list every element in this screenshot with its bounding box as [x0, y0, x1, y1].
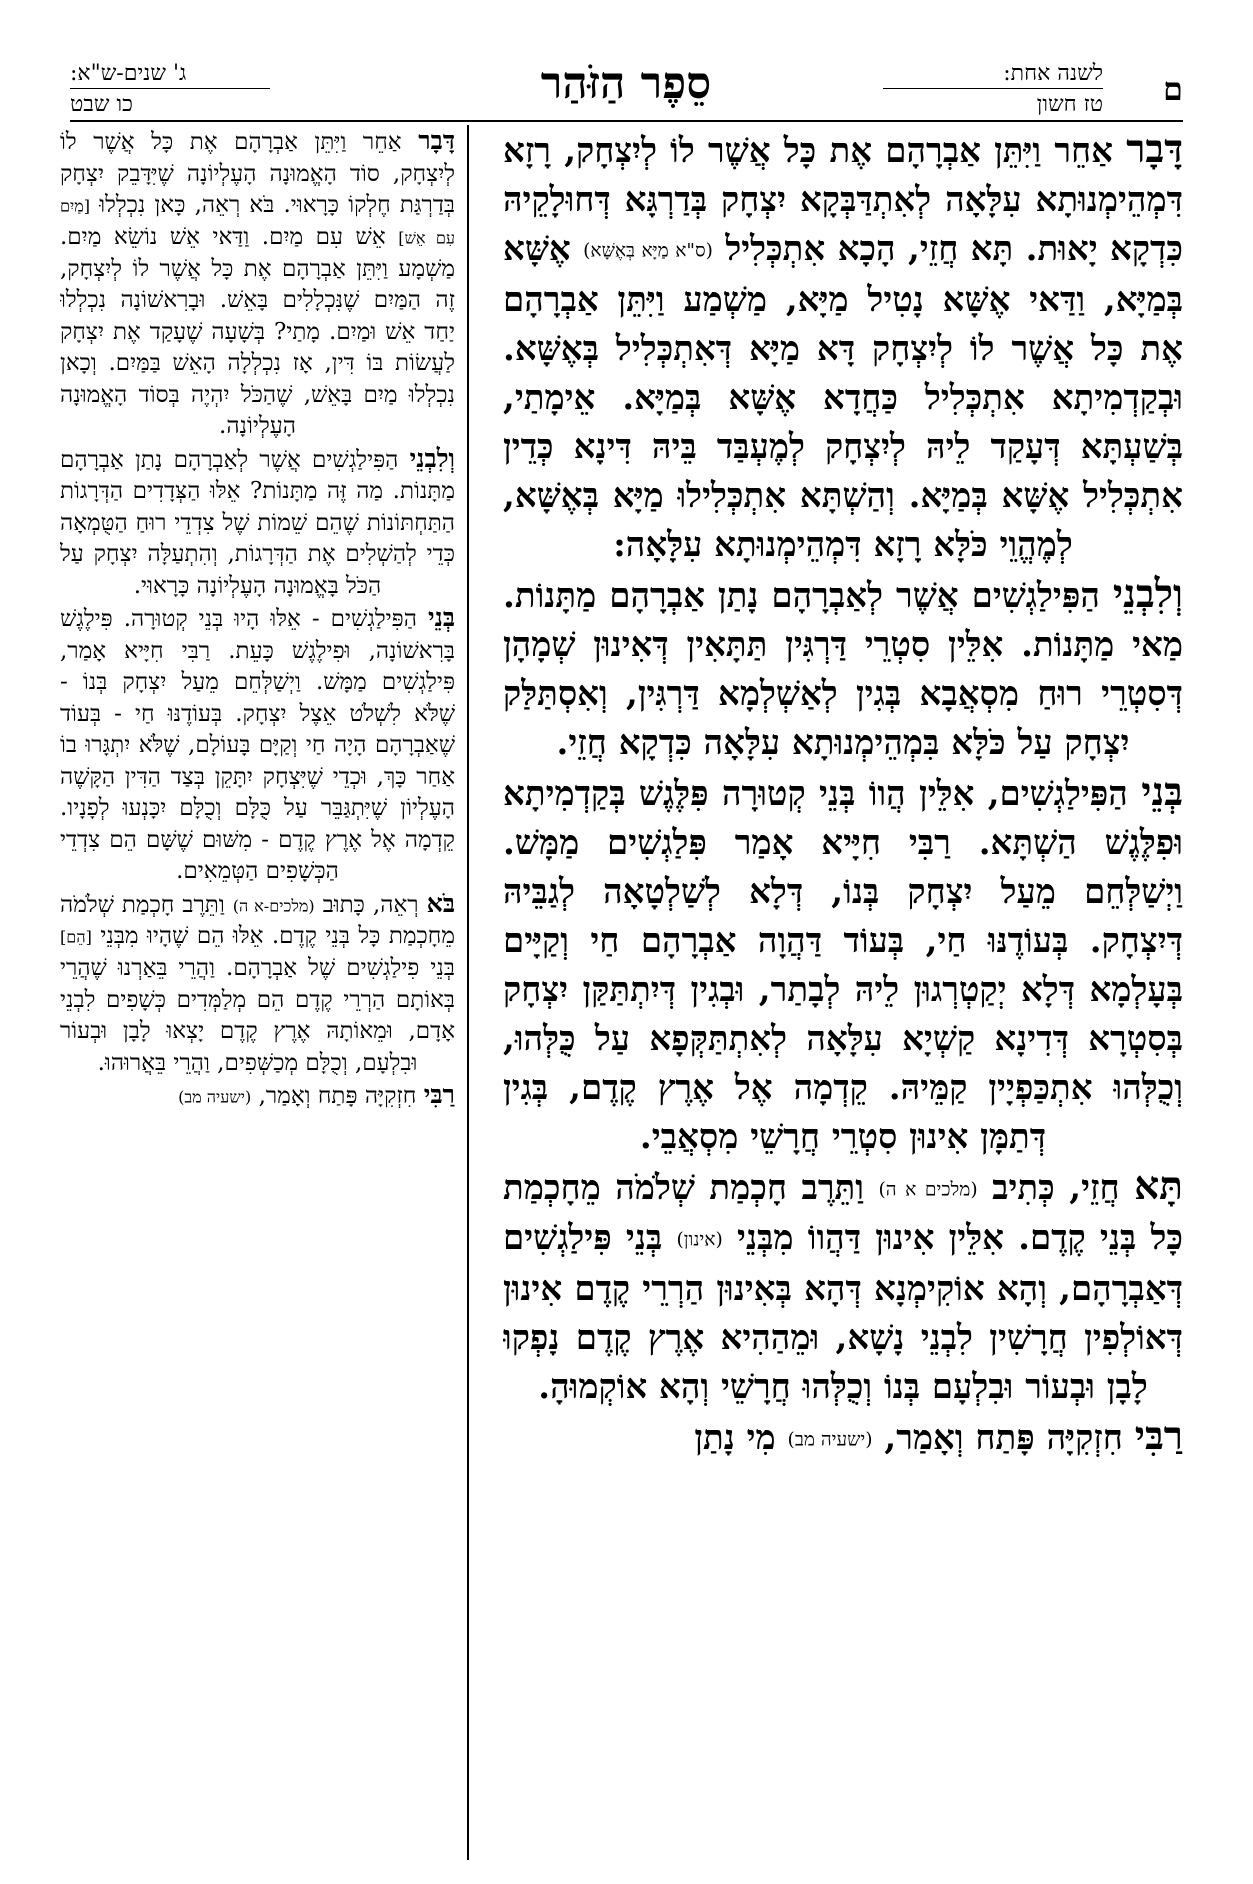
aramaic-paragraph: [503, 1162, 1183, 1412]
paragraph-lead-word: רַבִּי: [1134, 1412, 1183, 1459]
paragraph-text: חִזְקִיָּה פָּתַח וְאָמַר,: [258, 1083, 417, 1109]
schedule-three-years: ג' שנים-ש"א:: [70, 61, 187, 86]
schedule-date-three-years: כו שבט: [70, 88, 270, 119]
paragraph-lead-word: וְלִבְנֵי: [409, 442, 455, 473]
paragraph-lead-word: דָּבָר: [418, 125, 455, 155]
verse-reference: (מלכים-א ה): [232, 895, 315, 915]
aramaic-paragraph: [503, 1412, 1183, 1465]
paragraph-text: הַפִּילַגְשִׁים אֲשֶׁר לְאַבְרָהָם נָתַן אַבְרָהָם מַתָּנוֹת. מַה זֶּה מַתָּנוֹת? אֵלּוּ הַצְּדָדִים הַדְּרָגוֹת הַתַּחְתּוֹנוֹת שֶׁהֵם שֵׁמוֹת שֶׁל צִדְדֵי רוּחַ הַטֻּמְאָה כְּדֵי לְהַשְׁלִים אֶת הַדְּרָגוֹת, וְהִתְעַלָּה יִצְחָק עַל הַכֹּל בָּאֱמוּנָה הָעֶלְיוֹנָה כָּרָאוּי.: [60, 446, 455, 599]
paragraph-text: רְאֵה, כָּתוּב: [322, 891, 419, 918]
paragraph-lead-word: רַבִּי: [423, 1079, 455, 1109]
paragraph-lead-word: תָּא: [1134, 1162, 1183, 1209]
variant-note: [הֵם]: [60, 927, 92, 947]
paragraph-text: וַתֵּרֶב חָכְמַת שְׁלֹמֹה מֵחָכְמַת כָּל בְּנֵי קֶדֶם. אִלֵּין אִינוּן דַּהֲווֹ מִבְּנֵי: [503, 1167, 1183, 1258]
paragraph-lead-word: בֹּא: [426, 887, 455, 918]
header-divider: [70, 120, 1183, 122]
book-title: סֵפֶר הַזֹּהַר: [540, 58, 712, 109]
variant-note: (ס"א מַיָּא בְּאֶשָּׁא): [583, 240, 713, 262]
paragraph-text: אֵשׁ עִם מַיִם. וַדַּאי אֵשׁ נוֹשֵׂא מַיִם. מַשְׁמָע וַיִּתֵּן אַבְרָהָם אֶת כָּל אֲשֶׁר לוֹ לְיִצְחָק, זֶה הַמַּיִם שֶׁנִּכְלָלִים בָּאֵשׁ. וּבָרִאשׁוֹנָה נִכְלְלוּ יַחַד אֵשׁ וּמַיִם. מָתַי? בְּשָׁעָה שֶׁעָקַד אֶת יִצְחָק לַעֲשׂוֹת בּוֹ דִּין, אָז נִכְלְלָה הָאֵשׁ בַּמַּיִם. וְכָאן נִכְלְלוּ מַיִם בָּאֵשׁ, שֶׁהַכֹּל יִהְיֶה בְּסוֹד הָאֱמוּנָה הָעֶלְיוֹנָה.: [60, 223, 455, 439]
verse-reference: (ישעיה מב): [787, 1429, 873, 1450]
paragraph-lead-word: וְלִבְנֵי: [1112, 570, 1183, 617]
aramaic-paragraph: [503, 570, 1183, 768]
hebrew-translation-column: [60, 125, 455, 1865]
paragraph-lead-word: בְּנֵי: [427, 602, 455, 632]
aramaic-column: [503, 125, 1183, 1865]
translation-paragraph: [60, 443, 455, 603]
schedule-one-year: לשנה אחת:: [1003, 61, 1103, 86]
paragraph-text: אֶשָּׁא בְּמַיָּא, וַדַּאי אֶשָּׁא נָטִיל מַיָּא, מַשְׁמַע וַיִּתֵּן אַבְרָהָם אֶת כָּל אֲשֶׁר לוֹ לְיִצְחָק דָּא מַיָּא דְּאִתְכְּלִיל בְּאֶשָּׁא. וּבְקַדְמִיתָא אִתְכְּלִיל כַּחֲדָא אֶשָּׁא בְּמַיָּא. אֵימָתַי, בְּשַׁעְתָּא דְּעָקַד לֵיהּ לְיִצְחָק לְמֶעְבַּד בֵּיהּ דִּינָא כְּדֵין אִתְכְּלִיל אֶשָּׁא בְּמַיָּא. וְהַשְׁתָּא אִתְכְּלִילוּ מַיָּא בְּאֶשָּׁא, לְמֶהֱוֵי כֹּלָּא רָזָא דִּמְהֵימְנוּתָא עִלָּאָה:: [503, 229, 1183, 565]
page-letter: ם: [1163, 70, 1183, 108]
paragraph-text: מִי נָתַן: [694, 1417, 776, 1458]
aramaic-paragraph: [503, 768, 1183, 1162]
paragraph-text: חֲזֵי, כְּתִיב: [992, 1167, 1120, 1208]
paragraph-text: וַתֵּרֶב חָכְמַת שְׁלֹמֹה מֵחָכְמַת כָּל בְּנֵי קֶדֶם. אֵלּוּ הֵם שֶׁהָיוּ מִבְּנֵי: [60, 891, 455, 950]
paragraph-text: הַפִּילַגְשִׁים, אִלֵּין הֲווֹ בְּנֵי קְטוּרָה פִּלֶּגֶשׁ בְּקַדְמִיתָא וּפִלֶּגֶשׁ הַשְׁתָּא. רַבִּי חִיָּיא אָמַר פִּלַגְשִׁים מַמָּשׁ. וַיְשַׁלְּחֵם מֵעַל יִצְחָק בְּנוֹ, דְּלָא לְשַׁלְטָאָה לְגַבֵּיהּ דְּיִצְחָק. בְּעוֹדֶנּוּ חַי, בְּעוֹד דַּהֲוָה אַבְרָהָם חַי וְקַיָּים בְּעָלְמָא דְּלָא יְקַטְרְגוּן לֵיהּ לְבָתַר, וּבְגִין דְּיִתְתַּקַּן יִצְחָק בְּסִטְרָא דְּדִינָא קַשְׁיָא עִלָּאָה לְאִתְתַּקְּפָא עַל כֻּלְּהוּ, וְכֻלְּהוּ אִתְכַּפְיָין קַמֵּיהּ. קֵדְמָה אֶל אֶרֶץ קֶדֶם, בְּגִין דְּתַמָּן אִינוּן סִטְרֵי חֲרָשֵׁי מִסְאֲבֵי.: [503, 773, 1183, 1157]
translation-paragraph: [60, 602, 455, 888]
aramaic-paragraph: [503, 125, 1183, 570]
paragraph-text: אַחֵר וַיִּתֵּן אַבְרָהָם אֶת כָּל אֲשֶׁר לוֹ לְיִצְחָק, רָזָא דִּמְהֵימְנוּתָא עִלָּאָה לְאִתְדַּבְּקָא יִצְחָק בְּדַרְגָּא דְּחוּלָקֵיהּ כִּדְקָא יָאוּת. תָּא חֲזֵי, הָכָא אִתְכְּלִיל: [503, 131, 1183, 269]
paragraph-lead-word: בְּנֵי: [1141, 768, 1183, 815]
translation-paragraph: [60, 1079, 455, 1113]
paragraph-text: בְּנֵי פִּילַגְשִׁים דְּאַבְרָהָם, וְהָא אוֹקִימְנָא דְּהָא בְּאִינוּן הַרְרֵי קֶדֶם אִינוּן דְּאוֹלְפִין חֲרָשִׁין לִבְנֵי נָשָׁא, וּמֵהַהִיא אֶרֶץ קֶדֶם נָפְקוּ לָבָן וּבְעוֹר וּבִלְעָם בְּנוֹ וְכֻלְּהוּ חֲרָשֵׁי וְהָא אוֹקְמוּהָ.: [503, 1218, 1183, 1407]
translation-paragraph: [60, 888, 455, 1080]
paragraph-text: חִזְקִיָּה פָּתַח וְאָמַר,: [884, 1417, 1123, 1458]
variant-note: [מַיִם עִם אֵשׁ]: [60, 196, 455, 247]
translation-paragraph: [60, 125, 455, 443]
verse-reference: (מלכים א ה): [878, 1179, 978, 1200]
header-left: [70, 60, 270, 118]
verse-reference: (ישעיה מב): [178, 1087, 252, 1107]
paragraph-text: הַפִּילַגְשִׁים - אֵלּוּ הָיוּ בְּנֵי קְטוּרָה. פִּילֶגֶשׁ בָּרִאשׁוֹנָה, וּפִילֶגֶשׁ כָּעֵת. רַבִּי חִיָּיא אָמַר, פִּילַגְשִׁים מַמָּשׁ. וַיְשַׁלְּחֵם מֵעַל יִצְחָק בְּנוֹ - שֶׁלֹּא לִשְׁלֹט אֵצֶל יִצְחָק. בְּעוֹדֶנּוּ חַי - בְּעוֹד שֶׁאַבְרָהָם הָיָה חַי וְקַיָּם בָּעוֹלָם, שֶׁלֹּא יִתְגָּרוּ בוֹ אַחַר כָּךְ, וּכְדֵי שֶׁיִּצְחָק יִתָּקֵן בְּצַד הַדִּין הַקָּשֶׁה הָעֶלְיוֹן שֶׁיִּתְגַּבֵּר עַל כֻּלָּם וְכֻלָּם יִכָּנְעוּ לְפָנָיו. קֵדְמָה אֶל אֶרֶץ קֶדֶם - מִשּׁוּם שֶׁשָּׁם הֵם צִדְדֵי הַכְּשָׁפִים הַטְּמֵאִים.: [60, 606, 455, 884]
variant-note: (אינון): [676, 1229, 723, 1251]
paragraph-text: בְּנֵי פִילַגְשִׁים שֶׁל אַבְרָהָם. וַהֲרֵי בֵּאַרְנוּ שֶׁהֲרֵי בְּאוֹתָם הַרְרֵי קֶדֶם הֵם מְלַמְּדִים כְּשָׁפִים לִבְנֵי אָדָם, וּמֵאוֹתָהּ אֶרֶץ קֶדֶם יָצְאוּ לָבָן וּבְעוֹר וּבִלְעָם, וְכֻלָּם מְכַשְּׁפִים, וַהֲרֵי בֵּאֲרוּהוּ.: [60, 955, 455, 1076]
paragraph-text: הַפִּילַגְשִׁים אֲשֶׁר לְאַבְרָהָם נָתַן אַבְרָהָם מַתָּנוֹת. מַאי מַתָּנוֹת. אִלֵּין סִטְרֵי דַּרְגִּין תַּתָּאִין דְּאִינוּן שְׁמָהָן דְּסִטְרֵי רוּחַ מִסְאֲבָא בְּגִין לְאַשְׁלְמָא דַּרְגִּין, וְאִסְתַּלַּק יִצְחָק עַל כֹּלָּא בִּמְהֵימְנוּתָא עִלָּאָה כִּדְקָא חֲזֵי.: [503, 575, 1183, 763]
header-right: [883, 60, 1103, 118]
schedule-date-one-year: טז חשון: [883, 88, 1103, 119]
column-divider: [467, 125, 469, 1860]
paragraph-lead-word: דָּבָר: [1126, 126, 1183, 172]
paragraph-text: אַחֵר וַיִּתֵּן אַבְרָהָם אֶת כָּל אֲשֶׁר לוֹ לְיִצְחָק, סוֹד הָאֱמוּנָה הָעֶלְיוֹנָה שֶׁיִּדָּבֵק יִצְחָק בְּדַרְגַּת חֶלְקוֹ כָּרָאוּי. בֹּא רְאֵה, כָּאן נִכְלְלוּ: [60, 129, 455, 218]
